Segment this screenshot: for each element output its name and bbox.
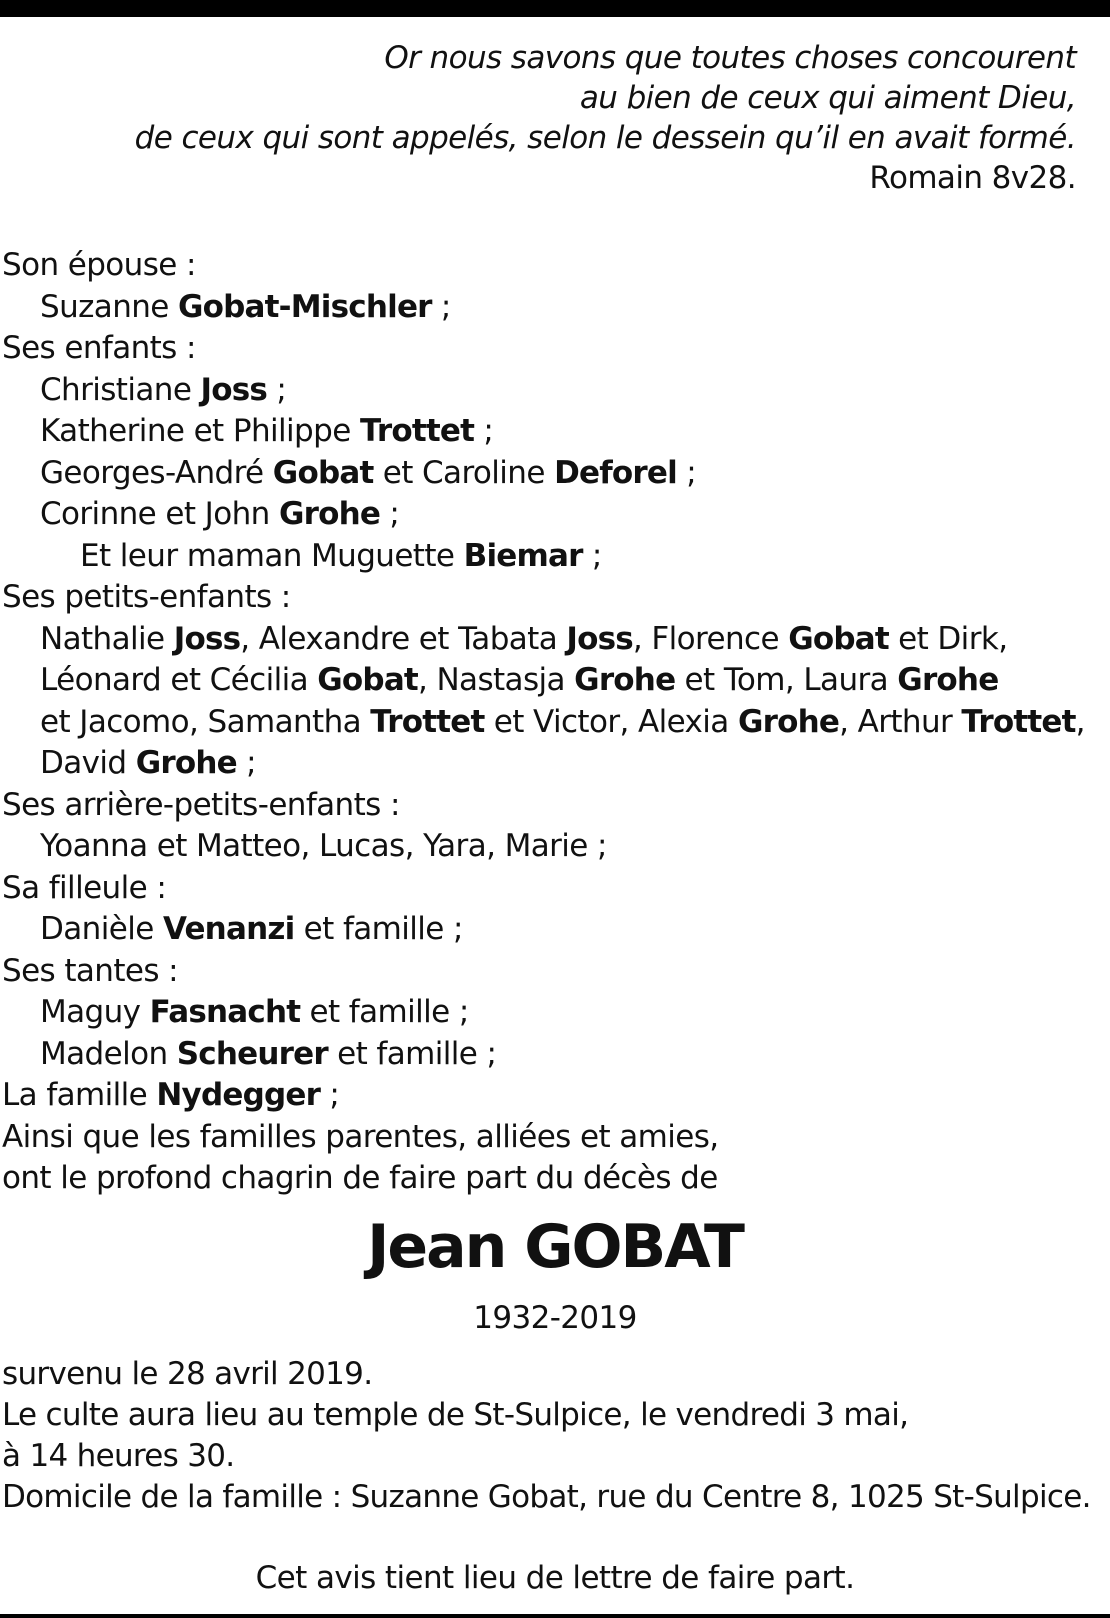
mother-entry: Et leur maman Muguette Biemar ;: [80, 537, 602, 574]
aunts-heading: Ses tantes :: [2, 952, 179, 989]
child-entry: Katherine et Philippe Trottet ;: [40, 413, 494, 449]
child-entry: Georges-André Gobat et Caroline Deforel ;: [40, 454, 697, 491]
detail-line: survenu le 28 avril 2019.: [2, 1356, 373, 1392]
service-details: [2, 1354, 1091, 1518]
grandchildren-line: Nathalie Joss, Alexandre et Tabata Joss, Florence Gobat et Dirk,: [40, 620, 1008, 657]
grandchildren-heading: Ses petits-enfants :: [2, 579, 291, 615]
children-heading: Ses enfants :: [2, 330, 196, 366]
child-entry: Christiane Joss ;: [40, 371, 287, 408]
bottom-rule: [0, 1614, 1110, 1618]
detail-line: à 14 heures 30.: [2, 1438, 235, 1474]
verse-line: de ceux qui sont appelés, selon le dessein qu’il en avait formé.: [134, 120, 1076, 156]
child-entry: Corinne et John Grohe ;: [40, 496, 400, 532]
grandchildren-line: Léonard et Cécilia Gobat, Nastasja Grohe et Tom, Laura Grohe: [40, 662, 999, 698]
verse-line: au bien de ceux qui aiment Dieu,: [579, 80, 1076, 116]
goddaughter-entry: Danièle Venanzi et famille ;: [40, 911, 463, 947]
top-rule: [0, 0, 1110, 17]
bible-verse: [135, 38, 1076, 198]
goddaughter-heading: Sa filleule :: [2, 869, 167, 906]
great-grandchildren-heading: Ses arrière-petits-enfants :: [2, 786, 400, 823]
verse-reference: Romain 8v28.: [869, 160, 1076, 196]
closing-line: Ainsi que les familles parentes, alliées et amies,: [2, 1118, 719, 1155]
detail-line: Le culte aura lieu au temple de St-Sulpice, le vendredi 3 mai,: [2, 1397, 909, 1433]
spouse-entry: Suzanne Gobat-Mischler ;: [40, 288, 451, 325]
verse-line: Or nous savons que toutes choses concourent: [384, 40, 1076, 76]
spouse-heading: Son épouse :: [2, 247, 196, 283]
nydegger-entry: La famille Nydegger ;: [2, 1077, 340, 1113]
deceased-years: 1932-2019: [473, 1300, 637, 1336]
grandchildren-line: David Grohe ;: [40, 745, 256, 781]
aunt-entry: Maguy Fasnacht et famille ;: [40, 994, 469, 1030]
closing-line: ont le profond chagrin de faire part du décès de: [2, 1160, 718, 1196]
detail-line: Domicile de la famille : Suzanne Gobat, rue du Centre 8, 1025 St-Sulpice.: [2, 1479, 1091, 1515]
great-grandchildren-entry: Yoanna et Matteo, Lucas, Yara, Marie ;: [40, 828, 607, 864]
family-list: [2, 245, 1085, 1200]
aunt-entry: Madelon Scheurer et famille ;: [40, 1035, 497, 1072]
deceased-name: Jean GOBAT: [367, 1212, 743, 1282]
grandchildren-line: et Jacomo, Samantha Trottet et Victor, Alexia Grohe, Arthur Trottet,: [40, 703, 1085, 740]
closing-note: Cet avis tient lieu de lettre de faire part.: [255, 1560, 855, 1596]
